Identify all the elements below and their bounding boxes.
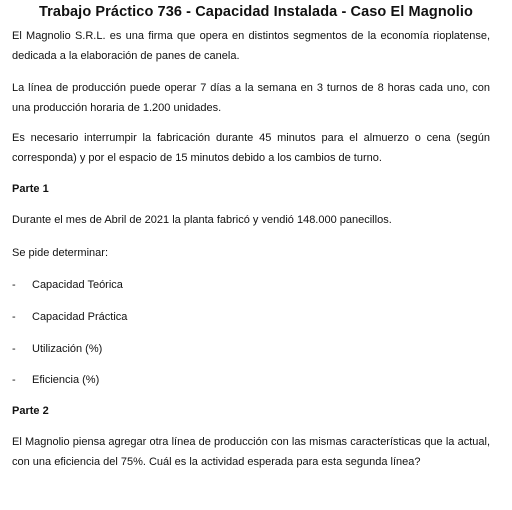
part2-heading: Parte 2 bbox=[12, 405, 49, 417]
production-paragraph: La línea de producción puede operar 7 días a la semana en 3 turnos de 8 horas cada uno, con una producción horaria de 1.200 unidades. bbox=[12, 82, 490, 114]
bullet-marker: - bbox=[12, 374, 16, 386]
list-item bbox=[12, 370, 99, 390]
intro-paragraph: El Magnolio S.R.L. es una firma que opera en distintos segmentos de la economía rioplatense, dedicada a la elaboración de panes de canela. bbox=[12, 30, 490, 62]
list-item-label: Capacidad Práctica bbox=[32, 311, 128, 323]
list-item-label: Capacidad Teórica bbox=[32, 279, 123, 291]
bullet-marker: - bbox=[12, 311, 16, 323]
list-item-label: Eficiencia (%) bbox=[32, 374, 100, 386]
part1-heading: Parte 1 bbox=[12, 183, 49, 195]
part1-statement: Durante el mes de Abril de 2021 la planta fabricó y vendió 148.000 panecillos. bbox=[12, 214, 392, 226]
part1-prompt: Se pide determinar: bbox=[12, 247, 108, 259]
list-item bbox=[12, 275, 123, 295]
list-item bbox=[12, 339, 102, 359]
list-item bbox=[12, 307, 127, 327]
document-title: Trabajo Práctico 736 - Capacidad Instalada - Caso El Magnolio bbox=[39, 4, 473, 20]
interruptions-paragraph: Es necesario interrumpir la fabricación durante 45 minutos para el almuerzo o cena (según corresponda) y por el espacio de 15 minutos debido a los cambios de turno. bbox=[12, 132, 490, 164]
bullet-marker: - bbox=[12, 343, 16, 355]
bullet-marker: - bbox=[12, 279, 16, 291]
part2-statement: El Magnolio piensa agregar otra línea de producción con las mismas características que la actual, con una eficiencia del 75%. Cuál es la actividad esperada para esta segunda línea? bbox=[12, 436, 490, 468]
list-item-label: Utilización (%) bbox=[32, 343, 103, 355]
